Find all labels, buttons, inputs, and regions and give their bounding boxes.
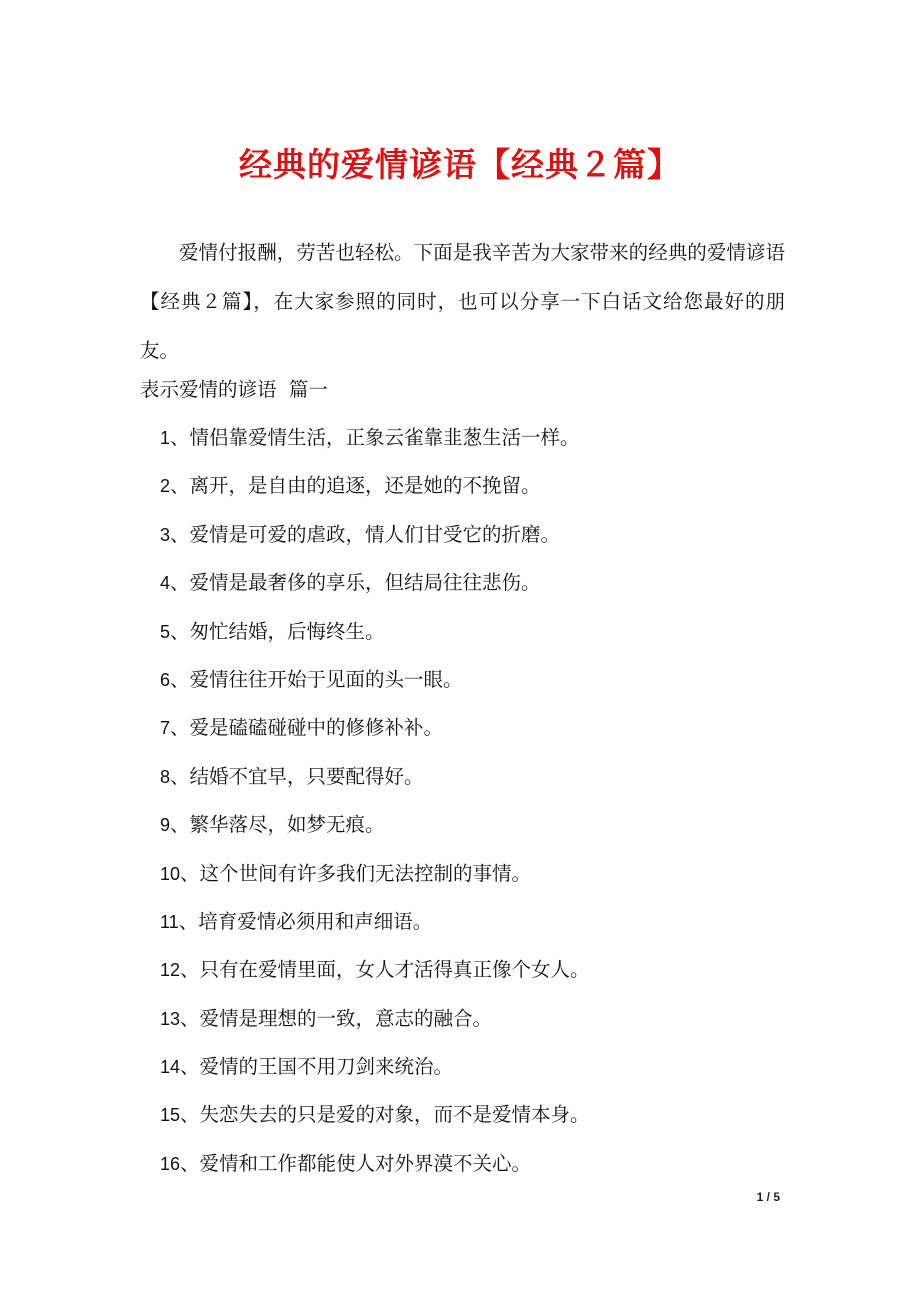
item-number: 8 [160, 766, 171, 787]
document-title: 经典的爱情谚语【经典２篇】 [239, 145, 681, 184]
list-item [160, 995, 590, 1043]
quote-list [160, 414, 590, 1188]
item-number: 12 [160, 960, 181, 981]
item-text: 、情侣靠爱情生活，正象云雀靠韭葱生活一样。 [170, 426, 580, 449]
list-item [160, 1140, 590, 1188]
item-text: 、只有在爱情里面，女人才活得真正像个女人。 [180, 958, 590, 982]
item-text: 、爱情是最奢侈的享乐，但结局往往悲伤。 [170, 571, 541, 595]
item-text: 、繁华落尽，如梦无痕。 [170, 813, 385, 837]
item-text: 、爱情和工作都能使人对外界漠不关心。 [180, 1151, 532, 1175]
list-item [160, 801, 590, 849]
page-number: 1 / 5 [756, 1190, 780, 1204]
section-heading: 表示爱情的谚语 篇一 [140, 378, 328, 401]
list-item [160, 704, 590, 752]
list-item [160, 946, 590, 994]
item-number: 3 [160, 524, 171, 545]
list-item [160, 850, 590, 898]
list-item [160, 462, 590, 510]
item-number: 15 [160, 1105, 181, 1126]
list-item [160, 608, 590, 656]
item-text: 、结婚不宜早，只要配得好。 [170, 764, 424, 788]
item-number: 5 [160, 621, 171, 642]
item-number: 13 [160, 1008, 181, 1029]
item-text: 、爱情是可爱的虐政，情人们甘受它的折磨。 [170, 522, 561, 546]
item-text: 、爱情是理想的一致，意志的融合。 [180, 1006, 493, 1030]
item-text: 、这个世间有许多我们无法控制的事情。 [180, 861, 532, 885]
list-item [160, 414, 590, 462]
item-text: 、培育爱情必须用和声细语。 [178, 909, 433, 933]
item-text: 、爱情的王国不用刀剑来统治。 [180, 1055, 454, 1079]
item-number: 10 [160, 863, 181, 884]
list-item [160, 1091, 590, 1139]
item-text: 、爱是磕磕碰碰中的修修补补。 [170, 716, 444, 740]
item-number: 1 [160, 428, 171, 448]
item-text: 、失恋失去的只是爱的对象，而不是爱情本身。 [180, 1103, 590, 1127]
list-item [160, 898, 590, 946]
item-number: 4 [160, 573, 171, 594]
item-number: 14 [160, 1057, 181, 1078]
item-text: 、离开，是自由的追逐，还是她的不挽留。 [170, 474, 541, 498]
list-item [160, 1043, 590, 1091]
list-item [160, 559, 590, 607]
item-number: 16 [160, 1153, 181, 1174]
item-number: 6 [160, 669, 171, 690]
list-item [160, 656, 590, 704]
list-item [160, 511, 590, 559]
item-number: 9 [160, 815, 171, 836]
item-number: 7 [160, 718, 171, 739]
item-text: 、匆忙结婚，后悔终生。 [170, 619, 385, 643]
item-number: 11 [160, 911, 179, 932]
item-number: 2 [160, 476, 171, 497]
list-item [160, 753, 590, 801]
item-text: 、爱情往往开始于见面的头一眼。 [170, 667, 463, 691]
intro-paragraph: 爱情付报酬，劳苦也轻松。下面是我辛苦为大家带来的经典的爱情谚语【经典２篇】，在大家参照的同时，也可以分享一下白话文给您最好的朋友。 [140, 241, 785, 362]
